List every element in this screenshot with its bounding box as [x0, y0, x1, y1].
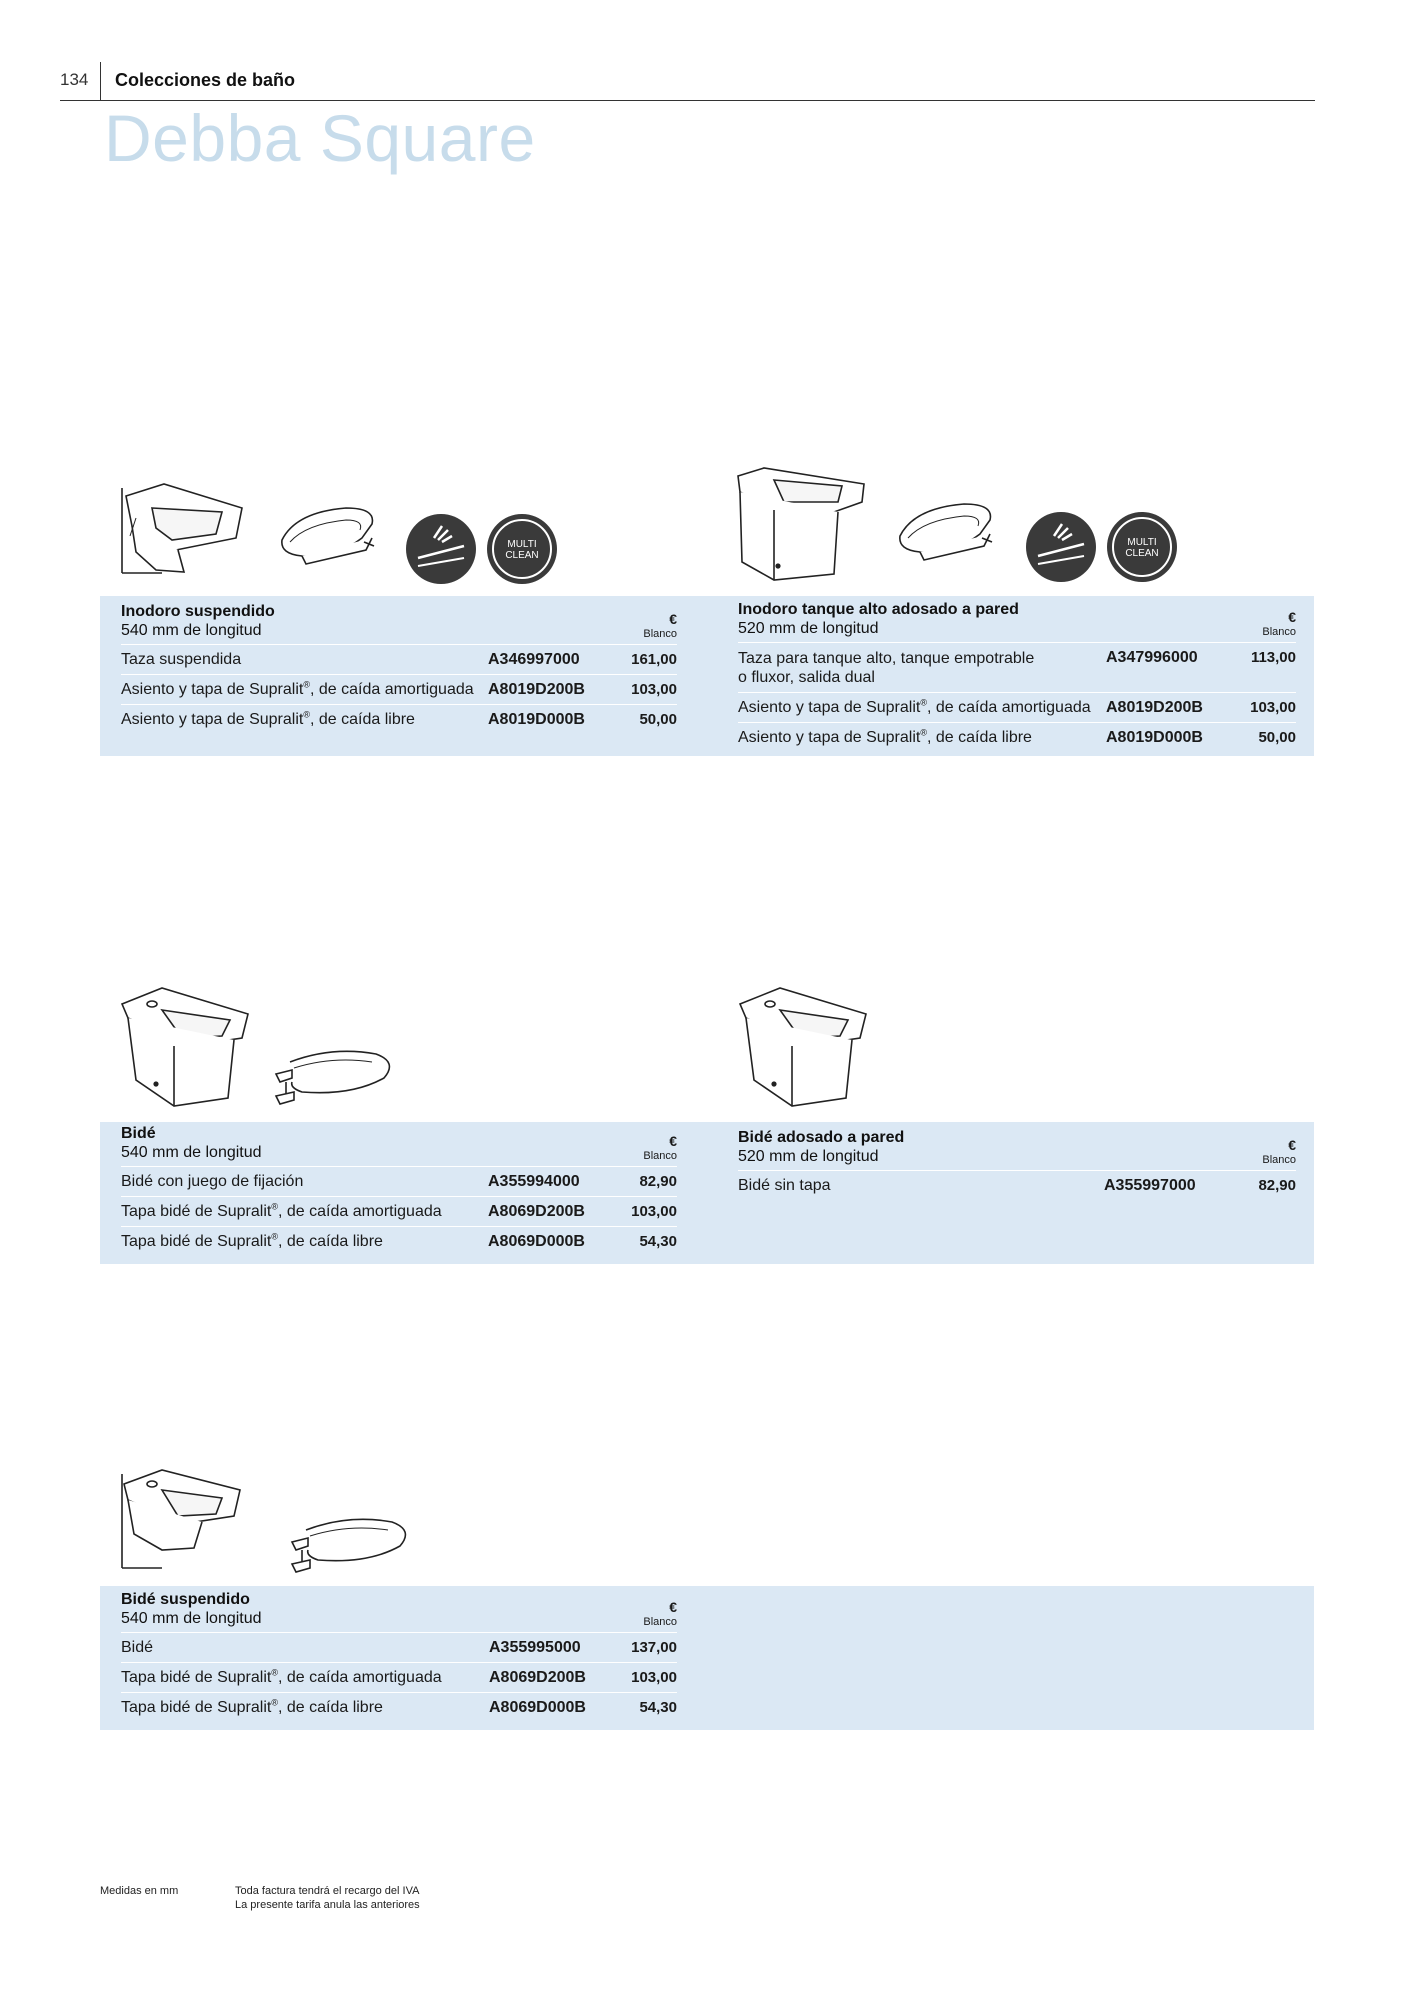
- color-label: Blanco: [1262, 626, 1296, 638]
- table-row: [121, 1662, 677, 1692]
- multiclean-icon: [485, 512, 559, 586]
- row-code: A355995000: [489, 1639, 581, 1656]
- multiclean-icon-2: [1105, 510, 1179, 584]
- product-title: Bidé: [121, 1125, 156, 1142]
- row-description: Bidé con juego de fijación: [121, 1173, 304, 1190]
- product-title: Bidé suspendido: [121, 1591, 250, 1608]
- product-block-inodoro-suspendido: [121, 602, 677, 752]
- product-subtitle: 520 mm de longitud: [738, 620, 879, 637]
- row-price: 54,30: [639, 1233, 677, 1250]
- product-title: Inodoro suspendido: [121, 603, 275, 620]
- table-row: [121, 1226, 677, 1256]
- table-row: [121, 1196, 677, 1226]
- back-to-wall-toilet-illustration: [734, 462, 870, 587]
- row-price: 103,00: [1250, 699, 1296, 716]
- row-description: Bidé: [121, 1639, 154, 1656]
- row-description: Bidé sin tapa: [738, 1177, 831, 1194]
- row-description: Tapa bidé de Supralit®, de caída amortiguada: [121, 1667, 442, 1686]
- bidet-lid-illustration-2: [288, 1512, 412, 1580]
- footer-legal-line1: Toda factura tendrá el recargo del IVA: [235, 1885, 420, 1897]
- table-row: [738, 642, 1296, 690]
- row-description: Taza para tanque alto, tanque empotrable o fluxor, salida dual: [738, 650, 1035, 686]
- product-title: Bidé adosado a pared: [738, 1129, 905, 1146]
- row-code: A8019D200B: [1106, 699, 1203, 716]
- currency-label: €: [1288, 609, 1296, 625]
- product-block-bide: [121, 1124, 677, 1260]
- row-price: 103,00: [631, 1203, 677, 1220]
- section-name: Colecciones de baño: [115, 70, 296, 90]
- row-price: 82,90: [1258, 1177, 1296, 1194]
- row-code: A8019D000B: [488, 711, 585, 728]
- row-description: Tapa bidé de Supralit®, de caída amortiguada: [121, 1201, 442, 1220]
- currency-label: €: [669, 1133, 677, 1149]
- back-to-wall-bidet-illustration: [736, 980, 870, 1112]
- toilet-seat-illustration: [276, 502, 386, 572]
- table-row: [738, 692, 1296, 722]
- product-title: Inodoro tanque alto adosado a pared: [738, 601, 1019, 618]
- multiclean-label-line1: MULTI: [507, 539, 537, 550]
- multiclean-label-line2: CLEAN: [505, 550, 539, 561]
- row-code: A8019D000B: [1106, 729, 1203, 746]
- currency-label: €: [669, 611, 677, 627]
- multiclean-label-line2: CLEAN: [1125, 548, 1159, 559]
- table-row: [738, 1170, 1296, 1200]
- color-label: Blanco: [1262, 1154, 1296, 1166]
- color-label: Blanco: [643, 1616, 677, 1628]
- table-row: [738, 722, 1296, 752]
- table-row: [121, 644, 677, 674]
- currency-label: €: [669, 1599, 677, 1615]
- footer-legal-line2: La presente tarifa anula las anteriores: [235, 1899, 420, 1911]
- row-description: Tapa bidé de Supralit®, de caída libre: [121, 1231, 383, 1250]
- row-code: A8069D000B: [488, 1233, 585, 1250]
- row-price: 103,00: [631, 681, 677, 698]
- row-code: A8069D200B: [489, 1669, 586, 1686]
- multiclean-label-line1: MULTI: [1127, 537, 1157, 548]
- bidet-illustration: [118, 980, 252, 1112]
- page-header: [60, 64, 1315, 101]
- page-number: 134: [60, 70, 89, 89]
- row-code: A355994000: [488, 1173, 580, 1190]
- product-subtitle: 540 mm de longitud: [121, 622, 262, 639]
- footer-units-note: Medidas en mm: [100, 1885, 179, 1897]
- table-row: [121, 674, 677, 704]
- row-description: Asiento y tapa de Supralit®, de caída libre: [121, 709, 415, 728]
- row-description: Asiento y tapa de Supralit®, de caída amortiguada: [738, 697, 1091, 716]
- product-subtitle: 520 mm de longitud: [738, 1148, 879, 1165]
- soft-close-icon: [404, 512, 478, 586]
- row-code: A8069D000B: [489, 1699, 586, 1716]
- row-price: 161,00: [631, 651, 677, 668]
- bidet-lid-illustration: [272, 1044, 396, 1112]
- row-price: 50,00: [639, 711, 677, 728]
- soft-close-icon-2: [1024, 510, 1098, 584]
- header-divider: [100, 62, 101, 100]
- currency-label: €: [1288, 1137, 1296, 1153]
- color-label: Blanco: [643, 628, 677, 640]
- row-price: 113,00: [1250, 649, 1296, 666]
- product-block-inodoro-tanque-alto: [738, 600, 1296, 752]
- row-code: A8019D200B: [488, 681, 585, 698]
- wall-hung-toilet-illustration: [112, 478, 252, 578]
- table-row: [121, 1632, 677, 1662]
- color-label: Blanco: [643, 1150, 677, 1162]
- row-price: 82,90: [639, 1173, 677, 1190]
- table-row: [121, 704, 677, 734]
- row-code: A8069D200B: [488, 1203, 585, 1220]
- row-price: 54,30: [639, 1699, 677, 1716]
- row-code: A355997000: [1104, 1177, 1196, 1194]
- footer-legal-note: [235, 1884, 420, 1912]
- product-block-bide-adosado: [738, 1128, 1296, 1208]
- row-code: A347996000: [1106, 649, 1198, 666]
- product-subtitle: 540 mm de longitud: [121, 1144, 262, 1161]
- row-description: Asiento y tapa de Supralit®, de caída libre: [738, 727, 1032, 746]
- table-row: [121, 1692, 677, 1722]
- product-subtitle: 540 mm de longitud: [121, 1610, 262, 1627]
- collection-title: Debba Square: [104, 101, 536, 175]
- wall-hung-bidet-illustration: [112, 1460, 246, 1574]
- row-price: 50,00: [1258, 729, 1296, 746]
- row-code: A346997000: [488, 651, 580, 668]
- row-price: 137,00: [631, 1639, 677, 1656]
- row-price: 103,00: [631, 1669, 677, 1686]
- table-row: [121, 1166, 677, 1196]
- row-description: Taza suspendida: [121, 651, 242, 668]
- row-description: Asiento y tapa de Supralit®, de caída amortiguada: [121, 679, 474, 698]
- toilet-seat-illustration-2: [894, 498, 1004, 568]
- product-block-bide-suspendido: [121, 1590, 677, 1726]
- row-description: Tapa bidé de Supralit®, de caída libre: [121, 1697, 383, 1716]
